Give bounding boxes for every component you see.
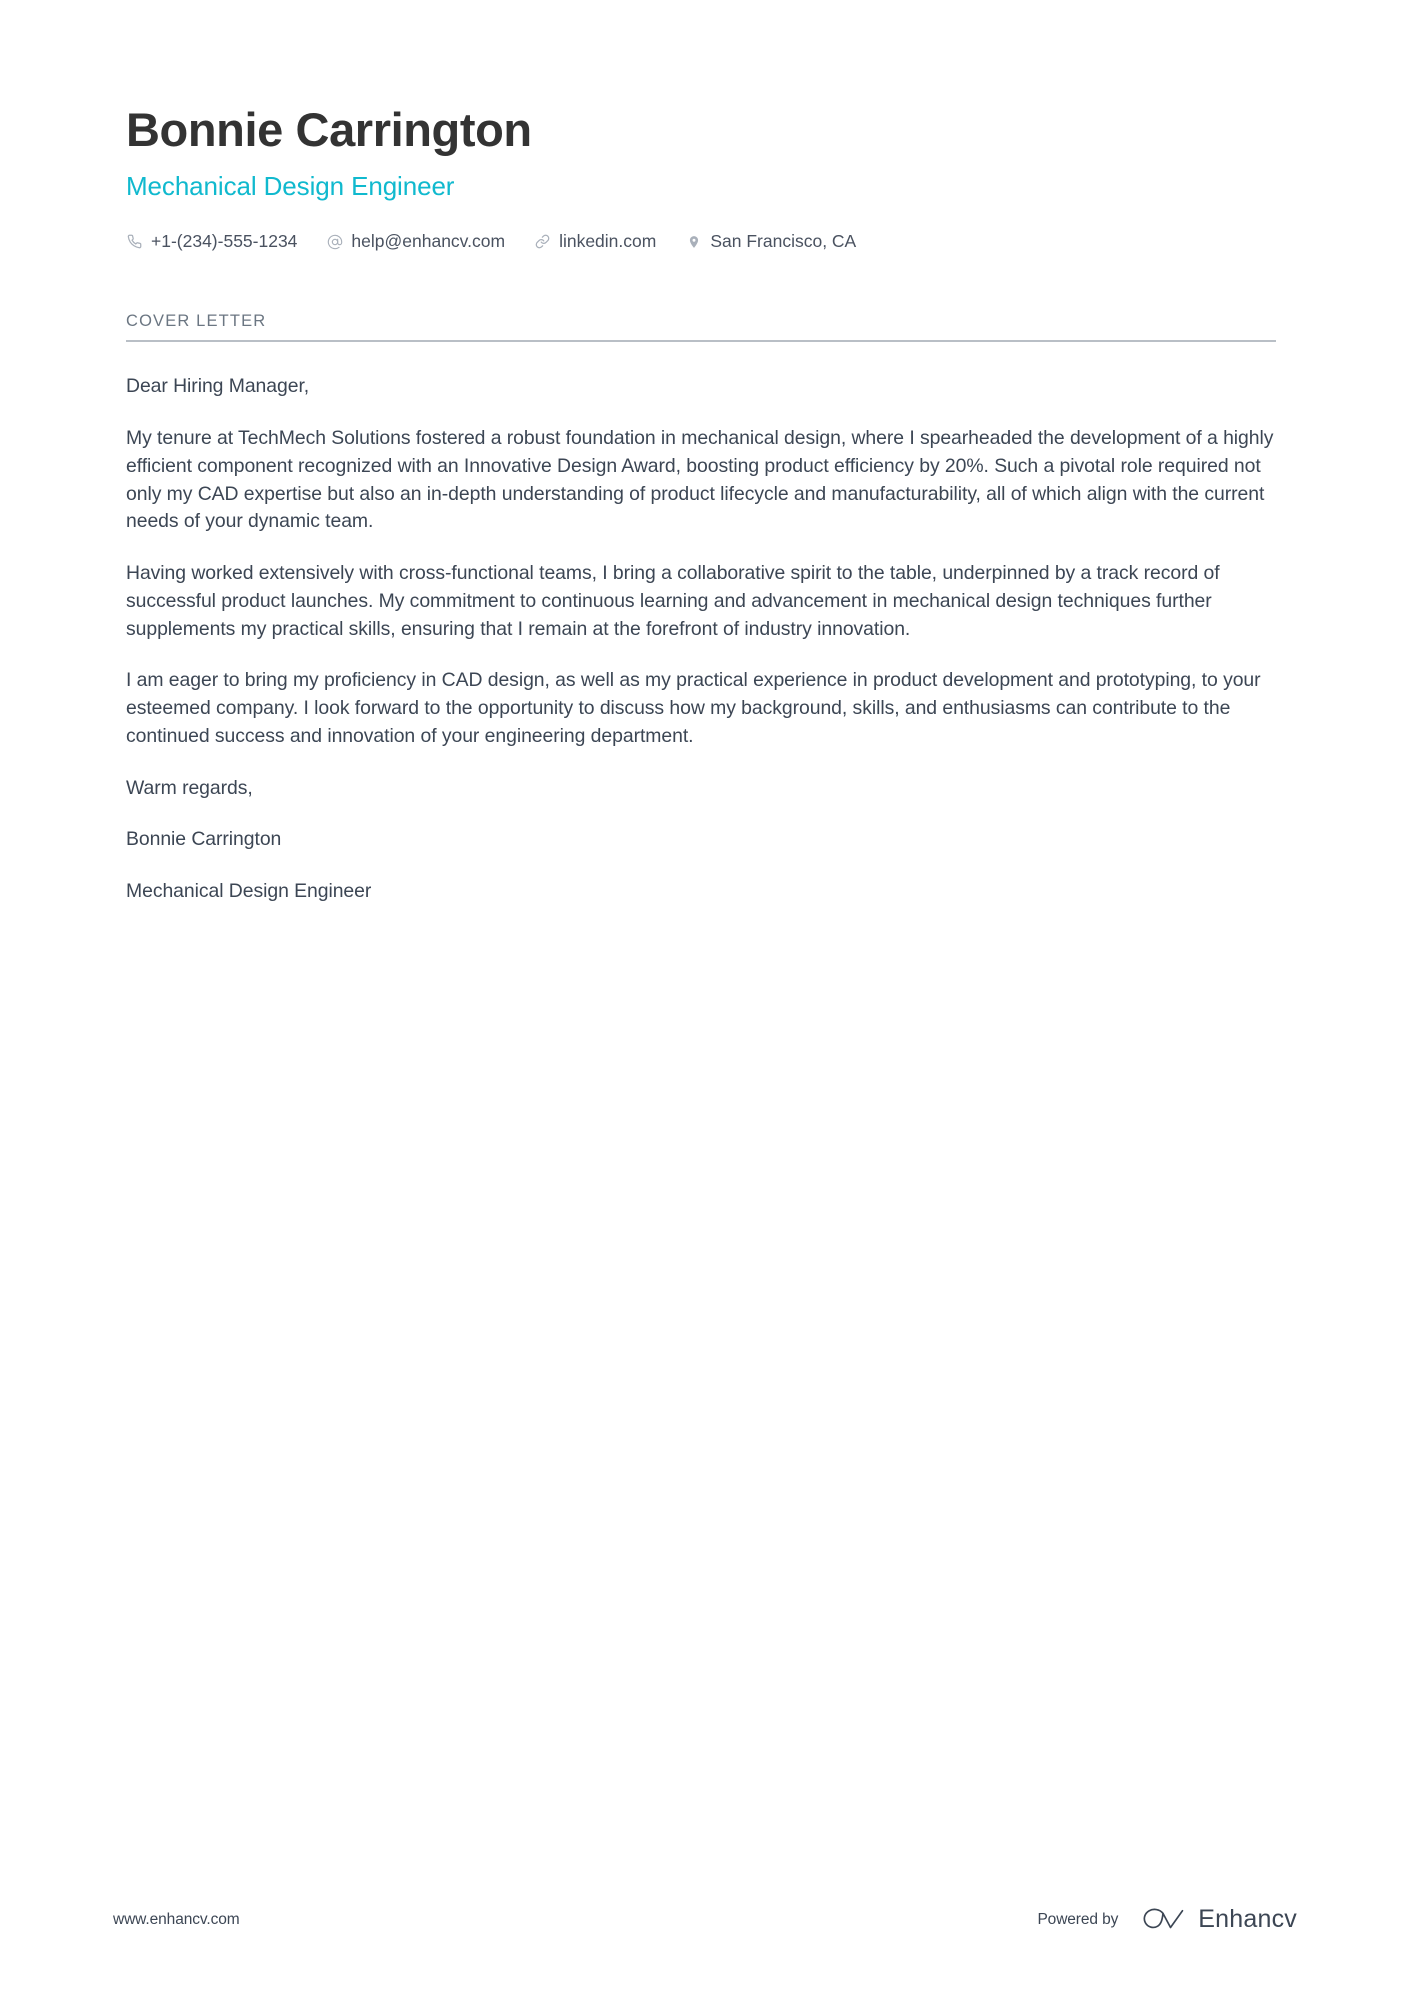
letter-closing: Warm regards,: [126, 776, 253, 799]
letter-salutation: Dear Hiring Manager,: [126, 375, 310, 398]
contact-item-location: [685, 230, 857, 251]
section-divider: [126, 340, 1276, 342]
page-footer: [113, 1905, 1297, 1934]
contact-item-phone[interactable]: [126, 230, 298, 251]
contact-item-linkedin[interactable]: [534, 230, 657, 251]
footer-website-url[interactable]: www.enhancv.com: [113, 1910, 240, 1928]
footer-branding[interactable]: [1037, 1905, 1297, 1934]
cover-letter-section: [126, 312, 1276, 906]
letter-body: [126, 373, 1276, 906]
contact-value-phone: +1-(234)-555-1234: [151, 230, 298, 251]
letter-paragraph-2: Having worked extensively with cross-functional teams, I bring a collaborative spirit to the table, underpinned by a track record of successful product launches. My commitment to continuous learning and advancement in mechanical design techniques further supplements my practical skills, ensuring that I remain at the forefront of industry innovation.: [126, 562, 1220, 640]
letter-paragraph-3: I am eager to bring my proficiency in CAD design, as well as my practical experience in product development and prototyping, to your esteemed company. I look forward to the opportunity to discuss how my background, skills, and enthusiasms can contribute to the continued success and innovation of your engineering department.: [126, 669, 1261, 747]
enhancv-logo-icon: [1140, 1907, 1186, 1933]
powered-by-label: Powered by: [1037, 1910, 1119, 1928]
location-pin-icon: [685, 233, 702, 250]
section-title: COVER LETTER: [126, 312, 267, 331]
document-content: [126, 0, 1276, 906]
candidate-job-title: Mechanical Design Engineer: [126, 170, 455, 201]
letter-paragraph-1: My tenure at TechMech Solutions fostered a robust foundation in mechanical design, where I spearheaded the development of a highly efficient component recognized with an Innovative Design Award, boosting product efficiency by 20%. Such a pivotal role required not only my CAD expertise but also an in-depth understanding of product lifecycle and manufacturability, all of which align with the current needs of your dynamic team.: [126, 427, 1274, 533]
contact-value-location: San Francisco, CA: [710, 230, 857, 251]
email-icon: [326, 233, 343, 250]
contact-item-email[interactable]: [326, 230, 506, 251]
contact-value-linkedin: linkedin.com: [559, 230, 657, 251]
contact-row: [126, 230, 1276, 251]
link-icon: [534, 233, 551, 250]
brand-name-label: Enhancv: [1198, 1905, 1297, 1933]
candidate-name: Bonnie Carrington: [126, 103, 532, 156]
letter-signature-title: Mechanical Design Engineer: [126, 880, 372, 903]
contact-value-email: help@enhancv.com: [351, 230, 506, 251]
letter-signature-name: Bonnie Carrington: [126, 828, 282, 851]
letter-header: [126, 0, 1276, 250]
phone-icon: [126, 233, 143, 250]
